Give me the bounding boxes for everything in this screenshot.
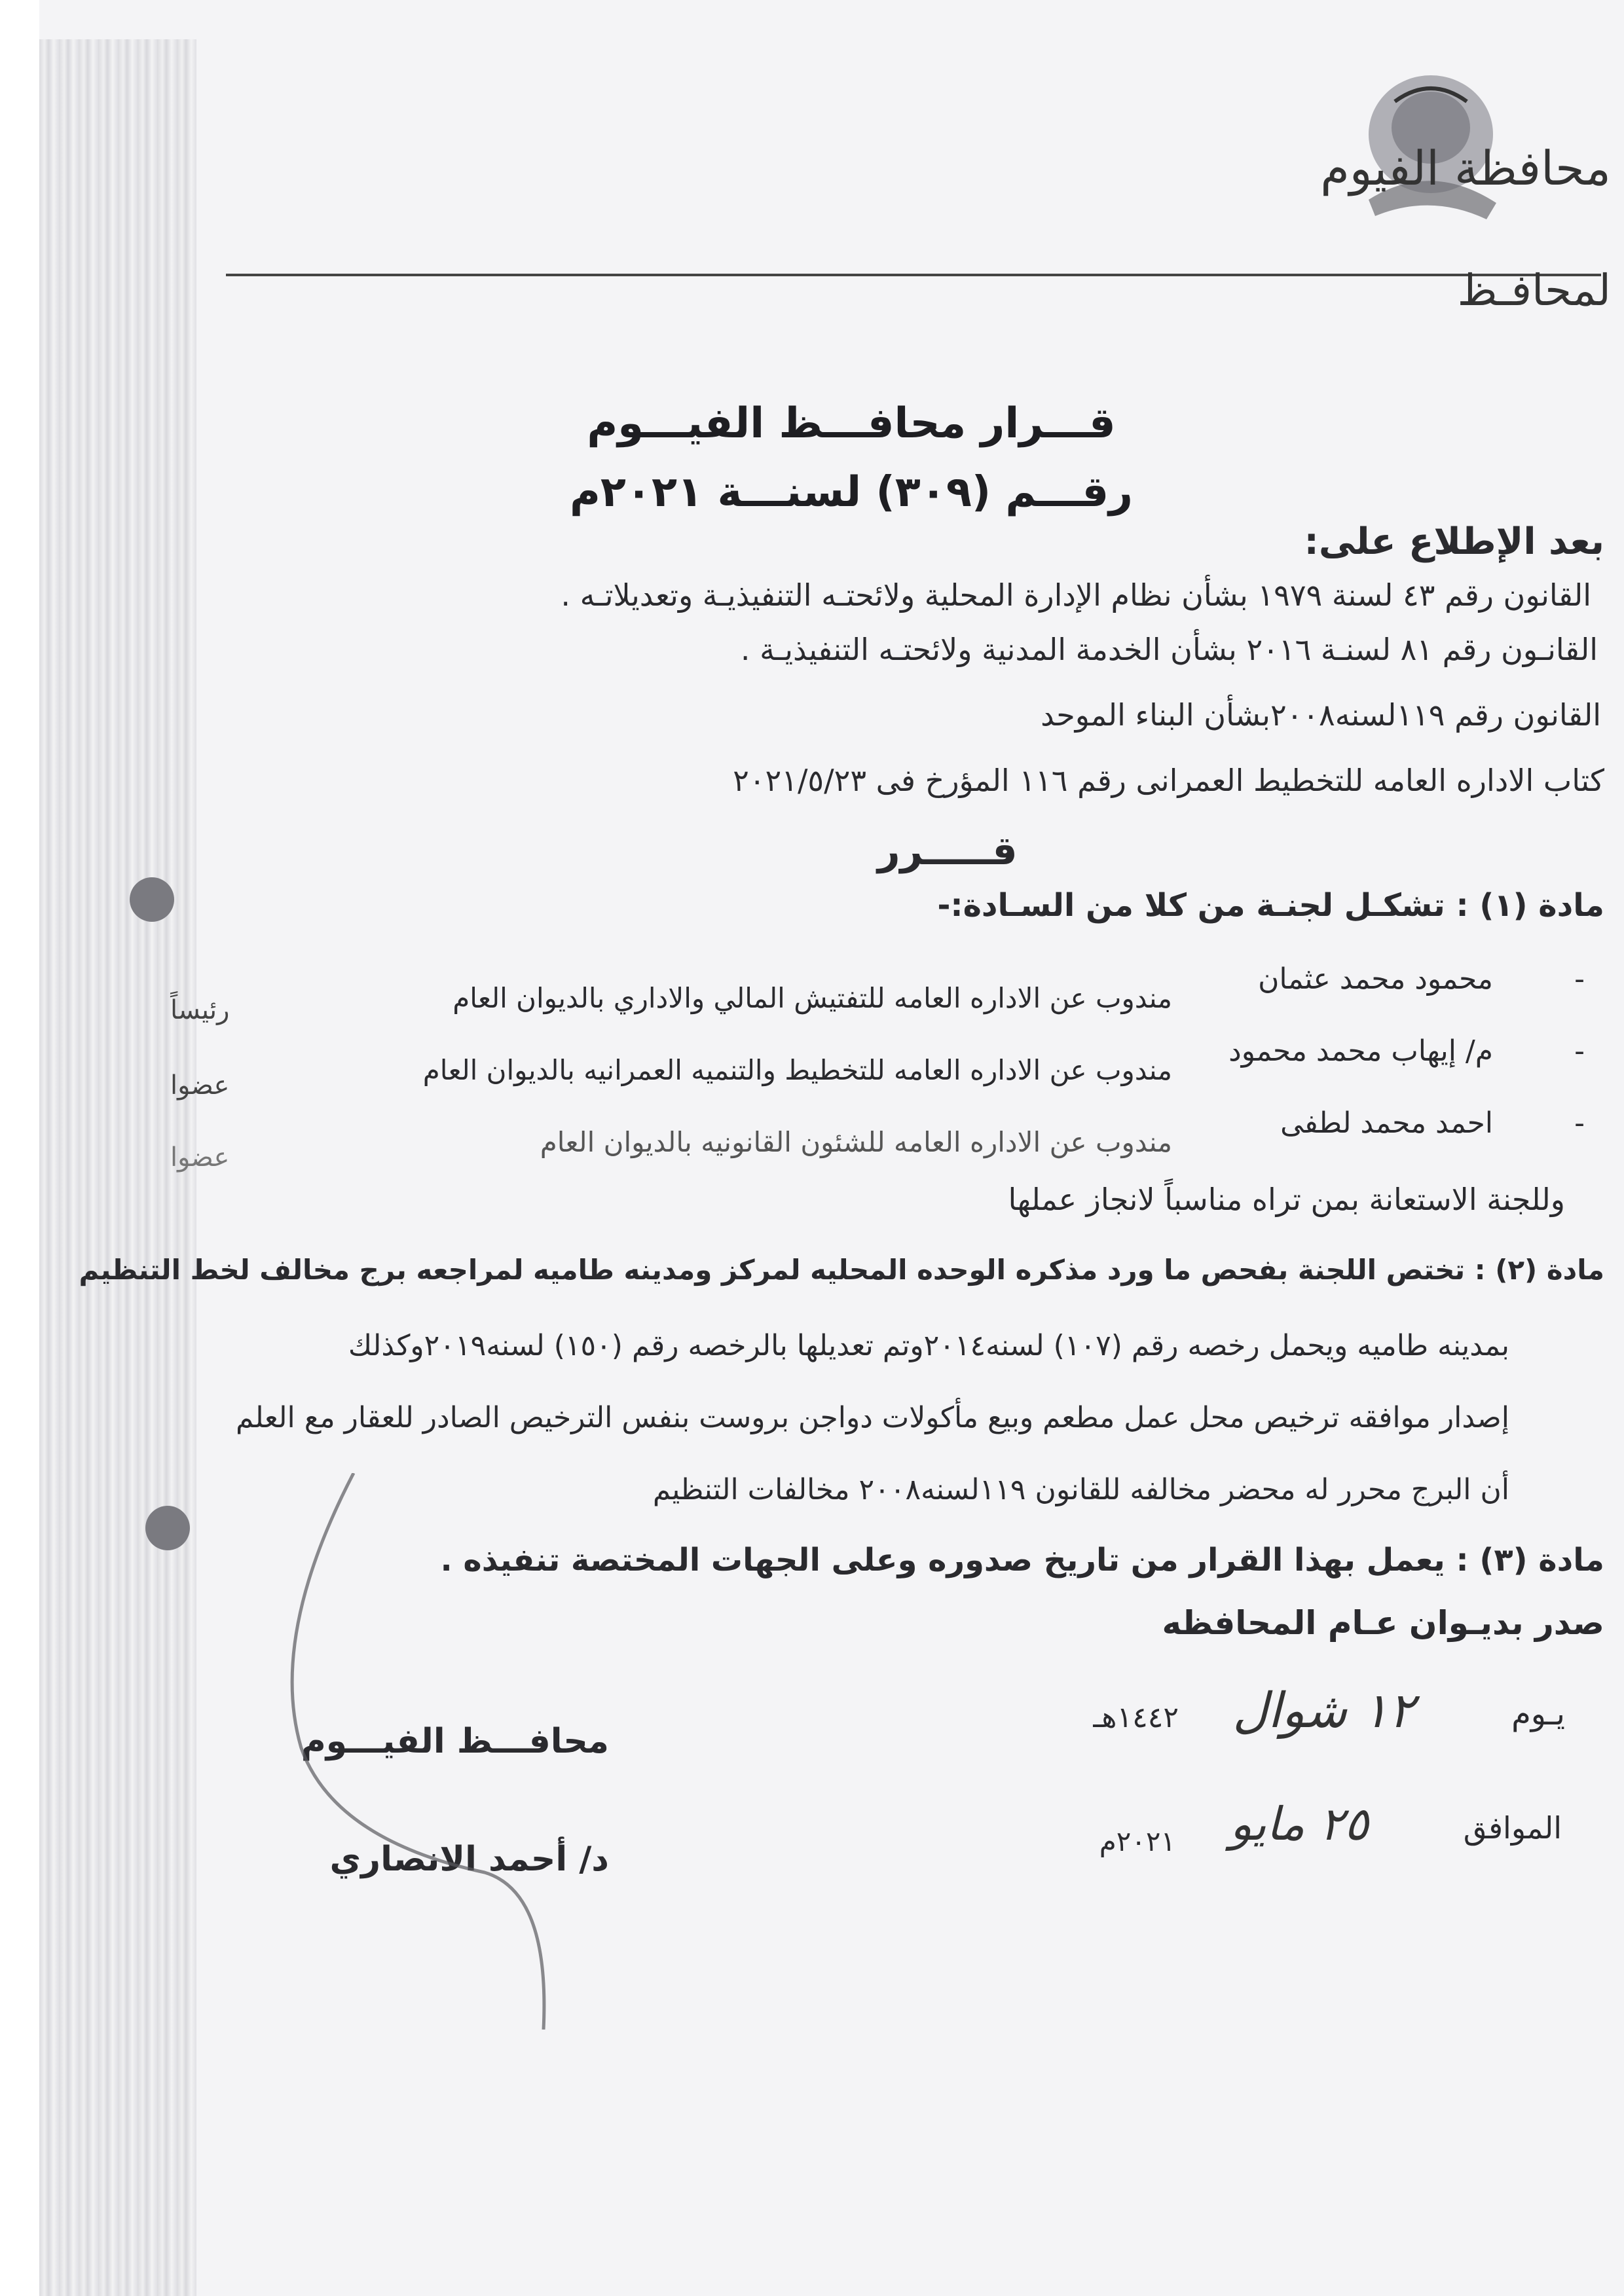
scan-margin — [0, 0, 39, 2296]
preamble-intro: بعد الإطلاع على: — [1304, 520, 1604, 563]
signatory-name: د/ أحمد الانصاري — [329, 1840, 609, 1879]
member-2-name: م/ إيهاب محمد محمود — [1228, 1034, 1493, 1068]
article-3: مادة (٣) : يعمل بهذا القرار من تاريخ صدوره وعلى الجهات المختصة تنفيذه . — [440, 1542, 1604, 1578]
preamble-item-1: القانون رقم ٤٣ لسنة ١٩٧٩ بشأن نظام الإدارة المحلية ولائحتـه التنفيذيـة وتعديلاتـه . — [561, 577, 1591, 613]
article-2-line-3: أن البرج محرر له محضر مخالفه للقانون ١١٩لسنه٢٠٠٨ مخالفات التنظيم — [652, 1473, 1509, 1506]
date-hijri-year: ١٤٤٢هـ — [1093, 1701, 1179, 1734]
handwritten-signature-stroke — [242, 1473, 570, 2030]
member-1-description: مندوب عن الاداره العامه للتفتيش المالي والاداري بالديوان العام — [452, 982, 1172, 1014]
preamble-item-3: القانون رقم ١١٩لسنه٢٠٠٨بشأن البناء الموحد — [1041, 697, 1601, 733]
committee-assistance: وللجنة الاستعانة بمن تراه مناسباً لانجاز عملها — [1008, 1182, 1565, 1217]
member-2-dash: - — [1574, 1034, 1585, 1068]
member-2-role: عضوا — [170, 1070, 230, 1101]
member-1-role: رئيساً — [170, 995, 230, 1025]
preamble-item-2: القانـون رقم ٨١ لسنـة ٢٠١٦ بشأن الخدمة المدنية ولائحتـه التنفيذيـة . — [740, 632, 1598, 667]
date-corresponding-label: الموافق — [1463, 1810, 1562, 1846]
member-2-description: مندوب عن الاداره العامه للتخطيط والتنميه العمرانيه بالديوان العام — [422, 1054, 1172, 1086]
date-day-label: يـوم — [1511, 1696, 1565, 1732]
signatory-title: محافـــظ الفيـــوم — [301, 1722, 609, 1761]
article-1-heading: مادة (١) : تشكـل لجنـة من كلا من السـادة:- — [937, 887, 1604, 924]
governorate-logo-text: محافظة الفيوم — [1320, 141, 1611, 196]
decree-number: رقـــم (٣٠٩) لسنـــة ٢٠٢١م — [570, 468, 1133, 517]
member-3-name: احمد محمد لطفى — [1280, 1106, 1493, 1140]
date-gregorian-year: ٢٠٢١م — [1099, 1825, 1175, 1857]
date-hijri-handwritten: ١٢ شوال — [1232, 1683, 1414, 1739]
date-gregorian-handwritten: ٢٥ مايو — [1230, 1797, 1369, 1851]
preamble-item-4: كتاب الاداره العامه للتخطيط العمرانى رقم ١١٦ المؤرخ فى ٢٠٢١/٥/٢٣ — [733, 763, 1604, 798]
governor-office-label: لمحافـظ — [1457, 265, 1611, 316]
article-2-line-1: بمدينه طاميه ويحمل رخصه رقم (١٠٧) لسنه٢٠١٤وتم تعديلها بالرخصه رقم (١٥٠) لسنه٢٠١٩وكذلك — [348, 1329, 1509, 1362]
punch-hole-bottom — [145, 1506, 190, 1550]
article-2-heading: مادة (٢) : تختص اللجنة بفحص ما ورد مذكره الوحده المحليه لمركز ومدينه طاميه لمراجعه برج مخالف لخط التنظيم — [79, 1254, 1604, 1286]
header-divider — [226, 274, 1601, 276]
member-3-description: مندوب عن الاداره العامه للشئون القانونيه بالديوان العام — [540, 1126, 1172, 1158]
member-3-dash: - — [1574, 1106, 1585, 1140]
decided-heading: قـــــرر — [877, 828, 1018, 874]
issued-at: صدر بديـوان عـام المحافظه — [1162, 1604, 1604, 1642]
decree-title: قـــرار محافـــظ الفيـــوم — [587, 399, 1116, 448]
member-1-dash: - — [1574, 962, 1585, 996]
member-3-role: عضوا — [170, 1142, 230, 1173]
article-2-line-2: إصدار موافقه ترخيص محل عمل مطعم وبيع مأكولات دواجن بروست بنفس الترخيص الصادر للعقار مع العلم — [236, 1401, 1509, 1434]
member-1-name: محمود محمد عثمان — [1258, 962, 1493, 996]
punch-hole-top — [130, 877, 174, 922]
